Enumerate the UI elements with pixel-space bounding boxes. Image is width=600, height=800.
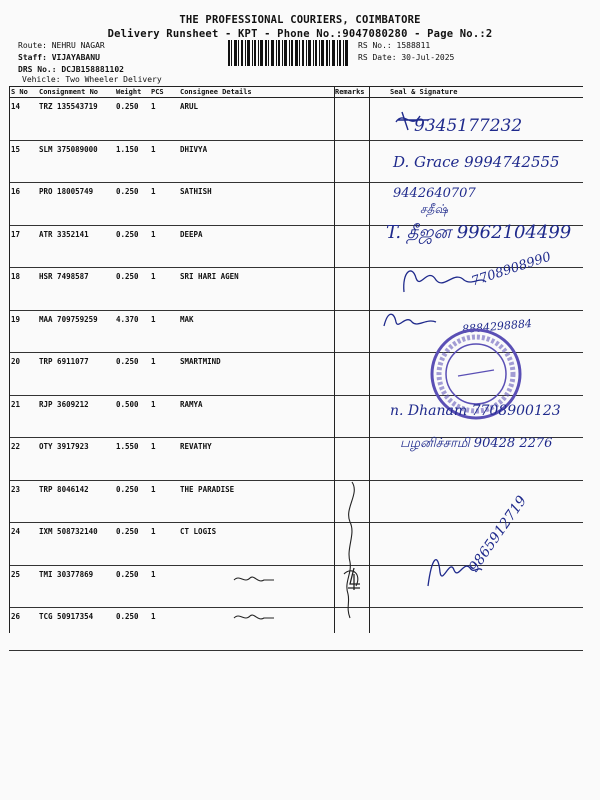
cell-remarks bbox=[333, 268, 368, 311]
handwritten-phone-19: 8884298884 bbox=[461, 316, 533, 337]
cell-sno: 26 bbox=[9, 608, 37, 651]
cell-weight: 1.150 bbox=[114, 140, 149, 183]
cell-pcs: 1 bbox=[149, 353, 178, 396]
cell-consignee: THE PARADISE bbox=[178, 480, 333, 523]
cell-weight: 0.250 bbox=[114, 480, 149, 523]
cell-remarks bbox=[333, 310, 368, 353]
handwritten-phone-26: 9865912719 bbox=[466, 493, 531, 576]
cell-consignment: PRO 18005749 bbox=[37, 183, 114, 226]
cell-sno: 23 bbox=[9, 480, 37, 523]
cell-sno: 18 bbox=[9, 268, 37, 311]
table-header-row bbox=[9, 87, 583, 98]
cell-weight: 0.250 bbox=[114, 183, 149, 226]
cell-consignment: TRP 8046142 bbox=[37, 480, 114, 523]
cell-weight: 0.250 bbox=[114, 523, 149, 566]
handwritten-signature-21: n. Dhanam 7708900123 bbox=[390, 403, 561, 419]
cell-sno: 20 bbox=[9, 353, 37, 396]
cell-consignee: DHIVYA bbox=[178, 140, 333, 183]
handwritten-signature-17: T. தீஜன 9962104499 bbox=[386, 222, 572, 243]
cell-pcs: 1 bbox=[149, 98, 178, 141]
col-header-consignment: Consignment No bbox=[37, 87, 114, 98]
cell-pcs: 1 bbox=[149, 225, 178, 268]
signature-scribble bbox=[232, 570, 276, 586]
handwritten-phone-18: 7708908990 bbox=[469, 249, 554, 290]
cell-weight: 0.250 bbox=[114, 268, 149, 311]
cell-signature bbox=[368, 608, 583, 651]
cell-consignee: CT LOGIS bbox=[178, 523, 333, 566]
table-row bbox=[9, 608, 583, 651]
cell-remarks bbox=[333, 353, 368, 396]
rs-date: RS Date: 30-Jul-2025 bbox=[358, 53, 455, 62]
cell-consignment: RJP 3609212 bbox=[37, 395, 114, 438]
cell-weight: 0.250 bbox=[114, 353, 149, 396]
cell-pcs: 1 bbox=[149, 438, 178, 481]
cell-weight: 0.250 bbox=[114, 98, 149, 141]
col-header-signature: Seal & Signature bbox=[368, 87, 583, 98]
cell-weight: 0.500 bbox=[114, 395, 149, 438]
cell-remarks bbox=[333, 98, 368, 141]
cell-consignment: HSR 7498587 bbox=[37, 268, 114, 311]
cell-remarks bbox=[333, 395, 368, 438]
cell-weight: 1.550 bbox=[114, 438, 149, 481]
company-title: THE PROFESSIONAL COURIERS, COIMBATORE bbox=[179, 14, 421, 26]
col-header-remarks: Remarks bbox=[333, 87, 368, 98]
handwritten-phone-14: 9345177232 bbox=[414, 116, 523, 136]
cell-pcs: 1 bbox=[149, 565, 178, 608]
cell-pcs: 1 bbox=[149, 140, 178, 183]
handwritten-phone-16: 9442640707 bbox=[393, 186, 476, 201]
cell-pcs: 1 bbox=[149, 395, 178, 438]
cell-consignee: SRI HARI AGEN bbox=[178, 268, 333, 311]
cell-sno: 24 bbox=[9, 523, 37, 566]
cell-pcs: 1 bbox=[149, 523, 178, 566]
cell-pcs: 1 bbox=[149, 310, 178, 353]
cell-sno: 19 bbox=[9, 310, 37, 353]
cell-consignee: DEEPA bbox=[178, 225, 333, 268]
handwritten-name-16: சதீஷ் bbox=[420, 202, 448, 216]
cell-consignee: SMARTMIND bbox=[178, 353, 333, 396]
cell-consignee: MAK bbox=[178, 310, 333, 353]
cell-sno: 25 bbox=[9, 565, 37, 608]
col-header-sno: S No bbox=[9, 87, 37, 98]
cell-consignee: REVATHY bbox=[178, 438, 333, 481]
cell-consignment: TMI 30377869 bbox=[37, 565, 114, 608]
cell-remarks bbox=[333, 438, 368, 481]
cell-remarks bbox=[333, 225, 368, 268]
cell-weight: 0.250 bbox=[114, 608, 149, 651]
route-label: Route: NEHRU NAGAR bbox=[18, 41, 105, 50]
rs-number: RS No.: 1588811 bbox=[358, 41, 431, 50]
vehicle-label: Vehicle: Two Wheeler Delivery bbox=[22, 75, 162, 84]
table-border-left bbox=[9, 86, 10, 633]
cell-consignee: ARUL bbox=[178, 98, 333, 141]
cell-sno: 16 bbox=[9, 183, 37, 226]
cell-weight: 0.250 bbox=[114, 565, 149, 608]
staff-label: Staff: VIJAYABANU bbox=[18, 53, 100, 62]
cell-sno: 15 bbox=[9, 140, 37, 183]
cell-remarks bbox=[333, 183, 368, 226]
signature-scribble bbox=[232, 608, 276, 624]
runsheet-subtitle: Delivery Runsheet - KPT - Phone No.:9047080280 - Page No.:2 bbox=[107, 28, 493, 40]
cell-signature bbox=[368, 480, 583, 523]
handwritten-signature-15: D. Grace 9994742555 bbox=[393, 153, 560, 171]
cell-pcs: 1 bbox=[149, 480, 178, 523]
cell-consignment: ATR 3352141 bbox=[37, 225, 114, 268]
handwritten-signature-22: பழனிச்சாமி 90428 2276 bbox=[400, 436, 553, 451]
cell-consignment: IXM 508732140 bbox=[37, 523, 114, 566]
col-header-weight: Weight bbox=[114, 87, 149, 98]
cell-consignment: TCG 50917354 bbox=[37, 608, 114, 651]
signature-scribble bbox=[316, 478, 376, 638]
cell-pcs: 1 bbox=[149, 183, 178, 226]
barcode-image bbox=[228, 40, 348, 66]
cell-remarks bbox=[333, 140, 368, 183]
table-row bbox=[9, 480, 583, 523]
table-row bbox=[9, 565, 583, 608]
cell-sno: 21 bbox=[9, 395, 37, 438]
cell-consignment: TRZ 135543719 bbox=[37, 98, 114, 141]
table-row bbox=[9, 183, 583, 226]
cell-consignee: SATHISH bbox=[178, 183, 333, 226]
drs-number: DRS No.: DCJB158881102 bbox=[18, 65, 124, 74]
cell-consignee: RAMYA bbox=[178, 395, 333, 438]
col-header-consignee: Consignee Details bbox=[178, 87, 333, 98]
col-header-pcs: PCS bbox=[149, 87, 178, 98]
cell-pcs: 1 bbox=[149, 268, 178, 311]
signature-scribble bbox=[344, 566, 364, 592]
cell-sno: 17 bbox=[9, 225, 37, 268]
cell-weight: 4.370 bbox=[114, 310, 149, 353]
cell-consignment: SLM 375089000 bbox=[37, 140, 114, 183]
cell-weight: 0.250 bbox=[114, 225, 149, 268]
cell-consignment: MAA 709759259 bbox=[37, 310, 114, 353]
cell-sno: 14 bbox=[9, 98, 37, 141]
cell-consignment: OTY 3917923 bbox=[37, 438, 114, 481]
cell-pcs: 1 bbox=[149, 608, 178, 651]
cell-sno: 22 bbox=[9, 438, 37, 481]
cell-consignment: TRP 6911077 bbox=[37, 353, 114, 396]
